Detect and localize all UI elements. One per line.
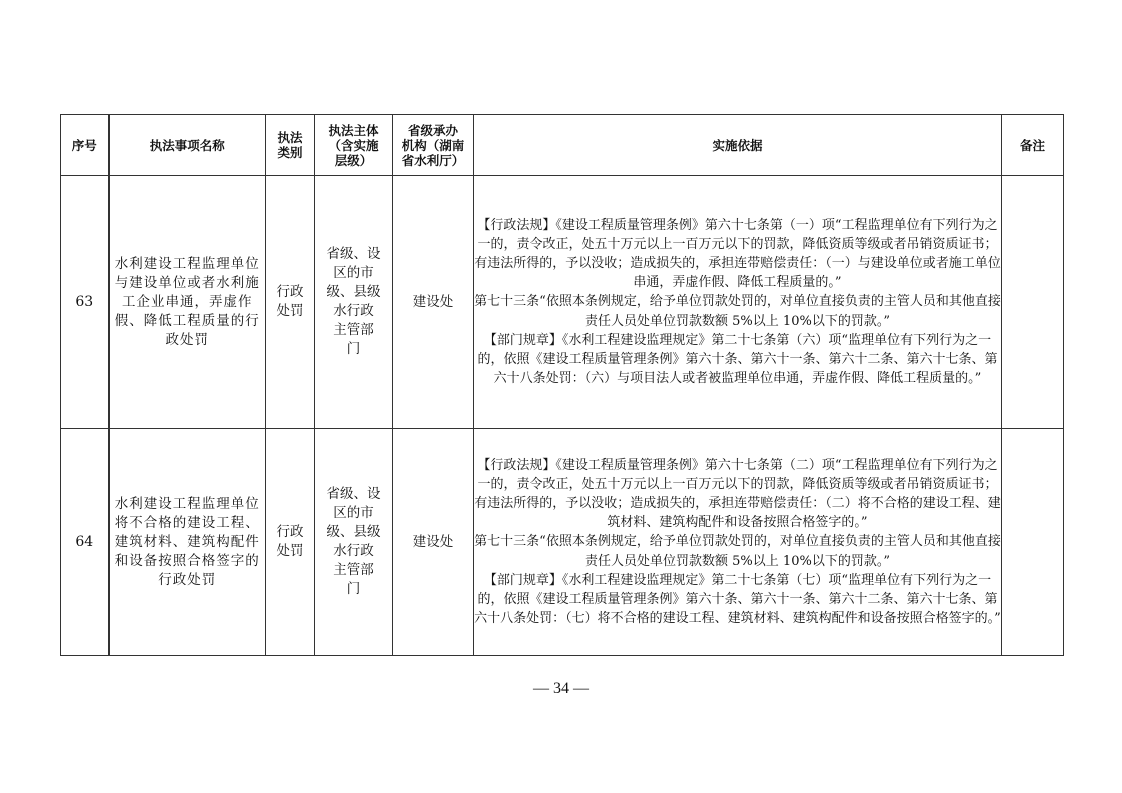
row-agency: 建设处 — [393, 429, 474, 656]
header-category-line: 类别 — [277, 145, 303, 160]
row-remarks — [1002, 176, 1064, 429]
row-category — [266, 176, 315, 429]
header-index: 序号 — [61, 115, 109, 176]
category-line: 行政 — [276, 524, 304, 540]
subject-line: 省级、设 — [326, 486, 381, 502]
subject-line: 级、县级 — [326, 284, 381, 300]
header-agency — [393, 115, 474, 176]
row-item-name: 水利建设工程监理单位与建设单位或者水利施工企业串通，弄虚作假、降低工程质量的行政处罚 — [109, 176, 266, 429]
subject-line: 门 — [346, 581, 361, 597]
category-line: 处罚 — [276, 543, 304, 559]
header-agency-line: 机构（湖南 — [401, 137, 465, 153]
header-subject-line: 执法主体 — [328, 122, 379, 138]
header-category-line: 执法 — [277, 130, 303, 145]
subject-line: 主管部 — [333, 322, 374, 338]
subject-line: 水行政 — [333, 543, 374, 559]
row-index: 63 — [61, 176, 109, 429]
basis-paragraph: 【行政法规】《建设工程质量管理条例》第六十七条第（二）项“工程监理单位有下列行为之一的，责令改正，处五十万元以上一百万元以下的罚款，降低资质等级或者吊销资质证书；有违法所得的，予以没收；造成损失的，承担连带赔偿责任：（二）将不合格的建设工程、建筑材料、建筑构配件和设备按照合格签字的。” — [474, 457, 1001, 531]
header-agency-line: 省水利厅） — [401, 152, 465, 168]
row-index: 64 — [61, 429, 109, 656]
category-line: 处罚 — [276, 303, 304, 319]
row-item-name: 水利建设工程监理单位将不合格的建设工程、建筑材料、建筑构配件和设备按照合格签字的行政处罚 — [109, 429, 266, 656]
subject-line: 区的市 — [333, 265, 374, 281]
basis-paragraph: 第七十三条“依照本条例规定，给予单位罚款处罚的，对单位直接负责的主管人员和其他直接责任人员处单位罚款数额 5%以上 10%以下的罚款。” — [474, 294, 1001, 329]
row-basis — [474, 429, 1002, 656]
header-subject — [315, 115, 393, 176]
table-header-row — [61, 115, 1064, 176]
row-subject — [315, 429, 393, 656]
enforcement-items-table — [60, 114, 1064, 656]
basis-paragraph: 【行政法规】《建设工程质量管理条例》第六十七条第（一）项“工程监理单位有下列行为之一的，责令改正，处五十万元以上一百万元以下的罚款，降低资质等级或者吊销资质证书；有违法所得的，予以没收；造成损失的，承担连带赔偿责任：（一）与建设单位或者施工单位串通，弄虚作假、降低工程质量的。” — [474, 217, 1001, 291]
header-subject-line: （含实施 — [328, 137, 379, 153]
header-item-name: 执法事项名称 — [109, 115, 266, 176]
header-basis: 实施依据 — [474, 115, 1002, 176]
header-subject-line: 层级） — [334, 152, 373, 168]
table-row — [61, 429, 1064, 656]
subject-line: 水行政 — [333, 303, 374, 319]
header-category — [266, 115, 315, 176]
header-agency-line: 省级承办 — [407, 122, 458, 138]
page-number: — 34 — — [533, 680, 589, 697]
basis-paragraph: 【部门规章】《水利工程建设监理规定》第二十七条第（六）项“监理单位有下列行为之一的，依照《建设工程质量管理条例》第六十条、第六十一条、第六十二条、第六十七条、第六十八条处罚：（六）与项目法人或者被监理单位串通，弄虚作假、降低工程质量的。” — [477, 332, 998, 387]
basis-paragraph: 【部门规章】《水利工程建设监理规定》第二十七条第（七）项“监理单位有下列行为之一的，依照《建设工程质量管理条例》第六十条、第六十一条、第六十二条、第六十七条、第六十八条处罚：（七）将不合格的建设工程、建筑材料、建筑构配件和设备按照合格签字的。” — [474, 572, 1001, 627]
subject-line: 级、县级 — [326, 524, 381, 540]
row-agency: 建设处 — [393, 176, 474, 429]
subject-line: 主管部 — [333, 562, 374, 578]
category-line: 行政 — [276, 284, 304, 300]
row-subject — [315, 176, 393, 429]
table-row — [61, 176, 1064, 429]
basis-paragraph: 第七十三条“依照本条例规定，给予单位罚款处罚的，对单位直接负责的主管人员和其他直接责任人员处单位罚款数额 5%以上 10%以下的罚款。” — [474, 534, 1001, 569]
subject-line: 省级、设 — [326, 246, 381, 262]
subject-line: 区的市 — [333, 505, 374, 521]
subject-line: 门 — [346, 341, 361, 357]
row-remarks — [1002, 429, 1064, 656]
row-category — [266, 429, 315, 656]
row-basis — [474, 176, 1002, 429]
header-remarks: 备注 — [1002, 115, 1064, 176]
